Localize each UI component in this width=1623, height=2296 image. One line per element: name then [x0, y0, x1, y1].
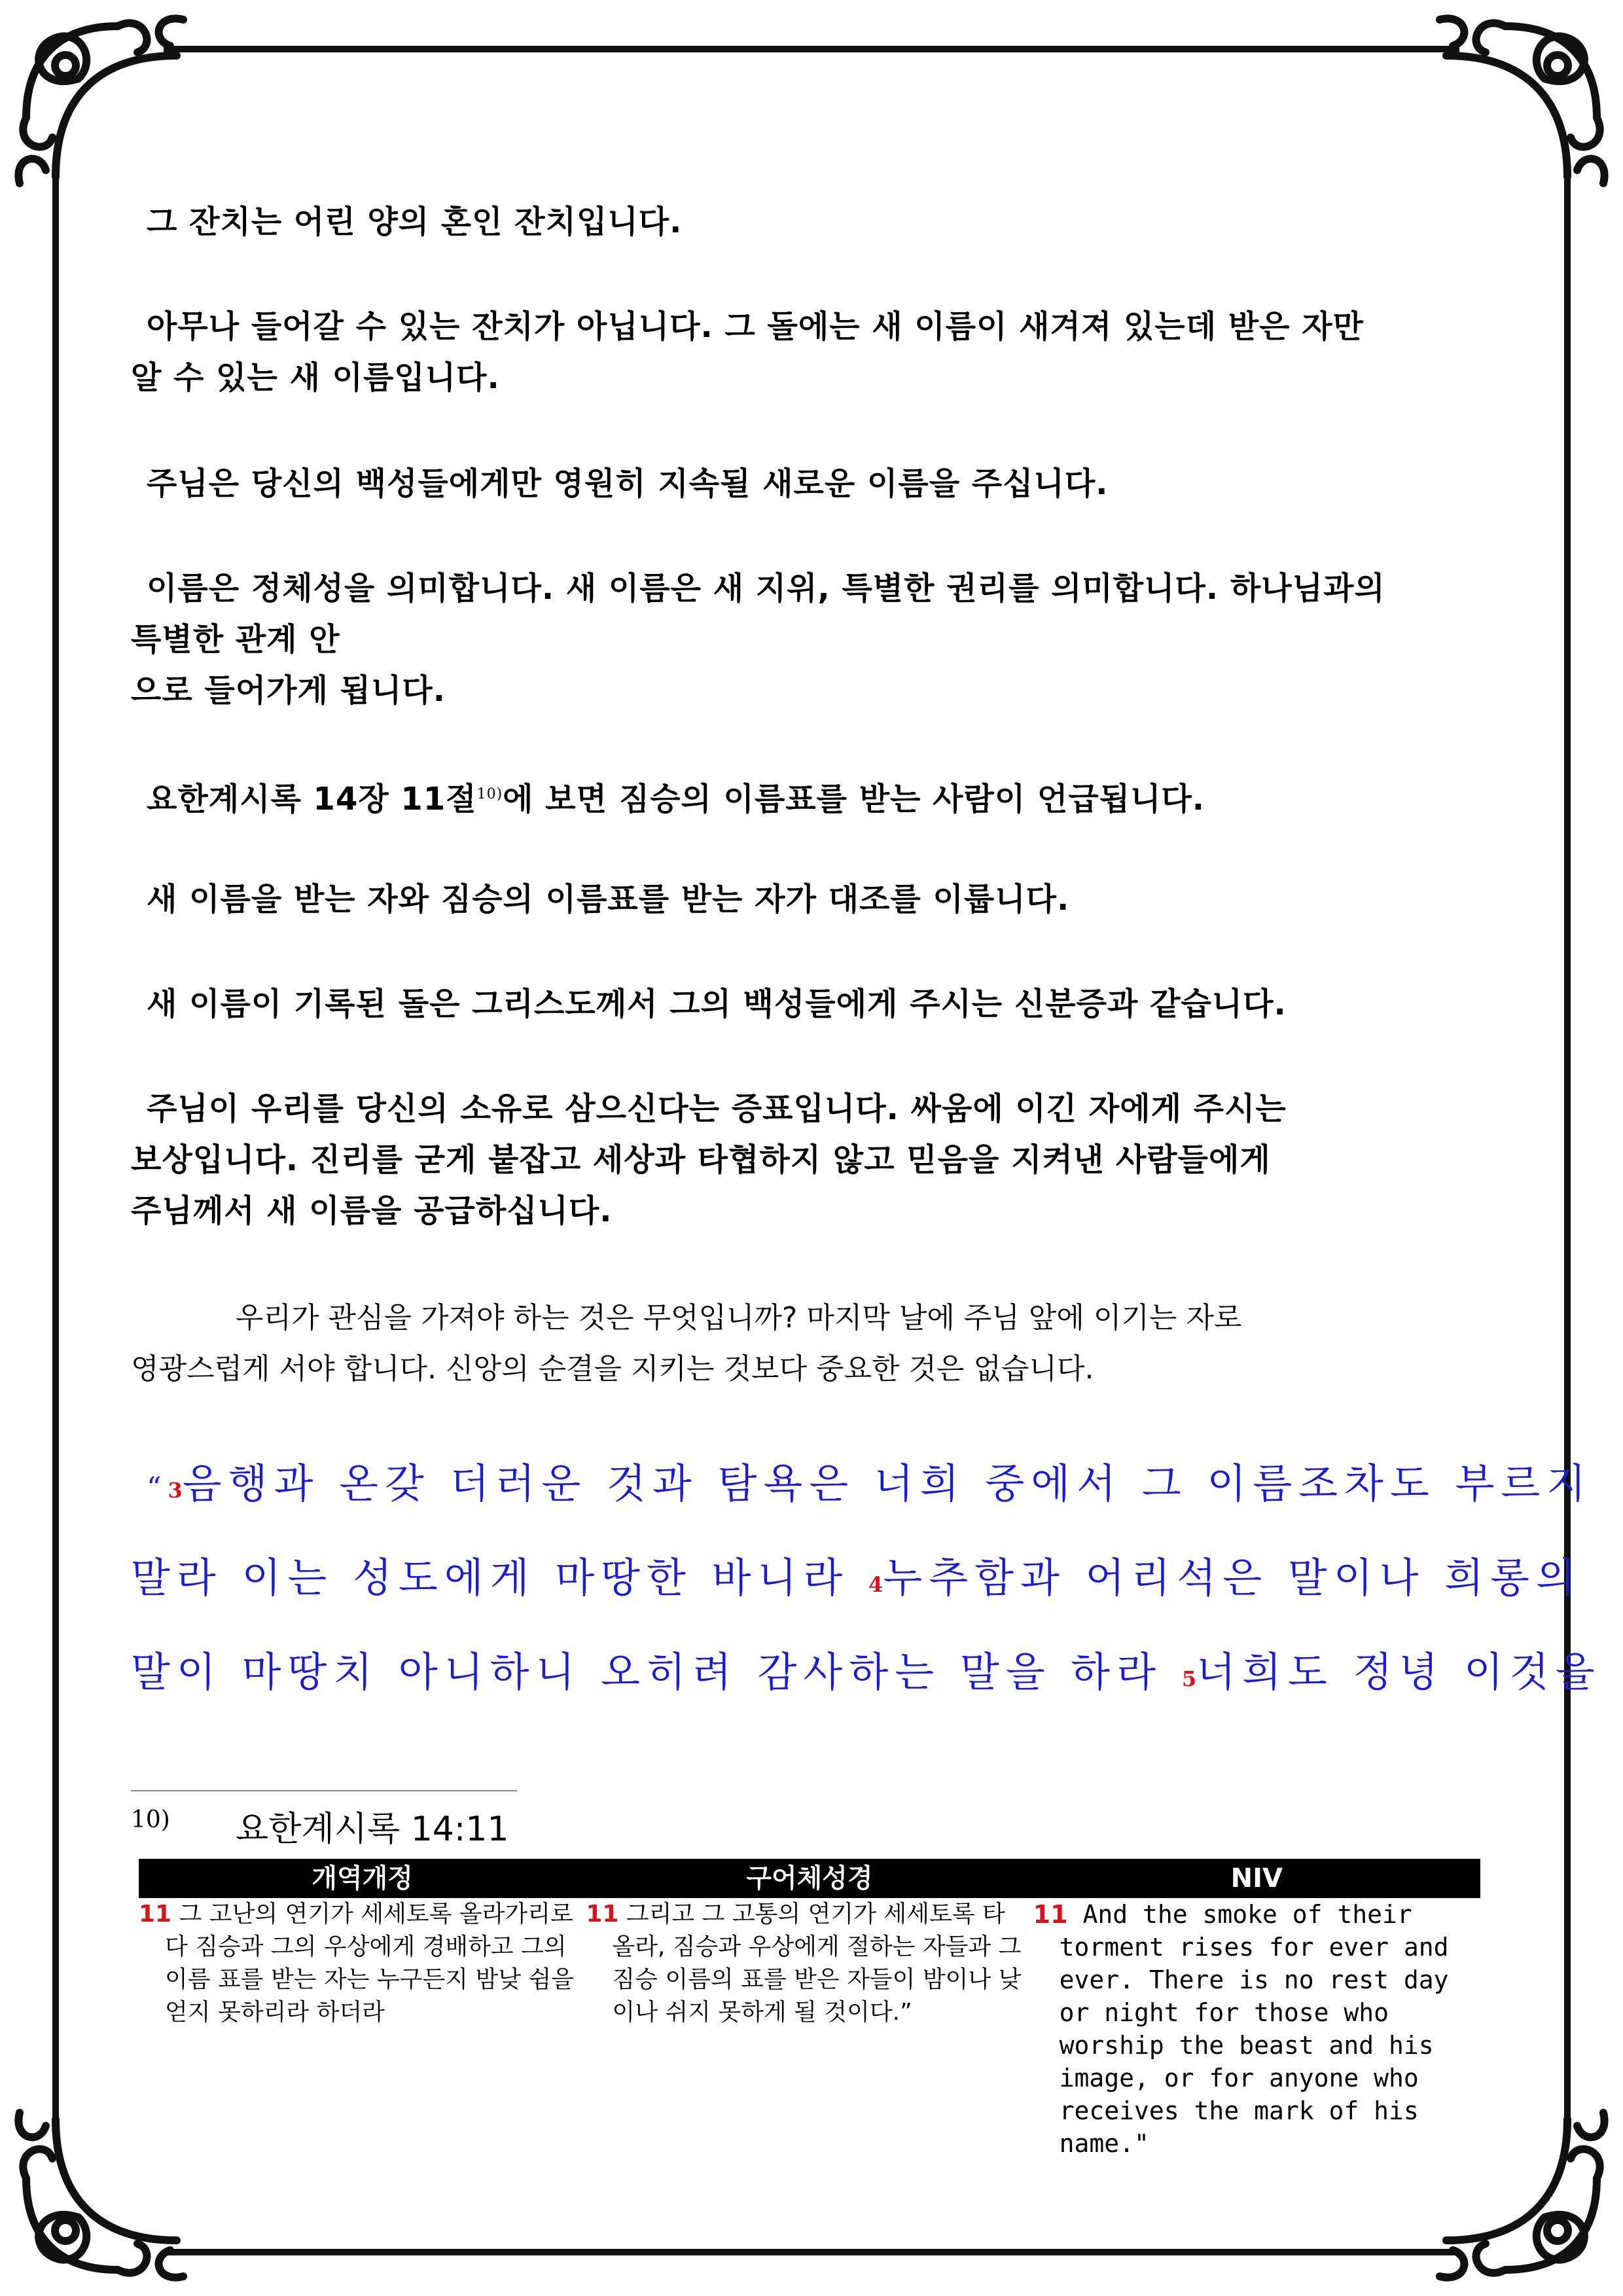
text-line: 주님이 우리를 당신의 소유로 삼으신다는 증표입니다. 싸움에 이긴 자에게 주시는 — [147, 1090, 1287, 1127]
text-line: 이름은 정체성을 의미합니다. 새 이름은 새 지위, 특별한 권리를 의미합니다. 하나님과의 — [147, 570, 1385, 607]
verse-text: 그리고 그 고통의 연기가 세세토록 타올라, 짐승과 우상에게 절하는 자들과 그 짐승 이름의 표를 받은 자들이 밤이나 낮이나 쉬지 못하게 될 것이다.” — [612, 1901, 1022, 2026]
text-line: 주님께서 새 이름을 공급하십니다. — [131, 1193, 613, 1229]
frame-right-line — [1564, 170, 1571, 2134]
footnote-separator — [131, 1790, 517, 1791]
text-line: 새 이름이 기록된 돌은 그리스도께서 그의 백성들에게 주시는 신분증과 같습니다. — [147, 986, 1287, 1022]
scripture-text: 말라 이는 성도에게 마땅한 바니라 — [131, 1554, 849, 1602]
text-line: 그 잔치는 어린 양의 혼인 잔치입니다. — [147, 204, 683, 240]
scripture-line-3 — [131, 1628, 1601, 1723]
frame-left-line — [52, 170, 59, 2134]
open-quote: “ — [147, 1471, 168, 1505]
cell-colloquial — [586, 1898, 1033, 2160]
text-line: 특별한 관계 안 — [131, 621, 340, 658]
text-fragment: 요한계시록 14장 11절 — [147, 781, 477, 817]
paragraph-wedding-feast — [131, 196, 1492, 247]
table-body-row — [139, 1898, 1480, 2160]
text-line: 보상입니다. 진리를 굳게 붙잡고 세상과 타협하지 않고 믿음을 지켜낸 사람들에게 — [131, 1141, 1271, 1178]
verse-number-3: 3 — [168, 1478, 183, 1503]
text-line: 으로 들어가게 됩니다. — [131, 672, 446, 709]
text-line: 알 수 있는 새 이름입니다. — [131, 359, 500, 396]
header-gaeyeok: 개역개정 — [312, 1863, 413, 1893]
cell-gaeyeok — [139, 1898, 586, 2160]
text-line: 아무나 들어갈 수 있는 잔치가 아닙니다. 그 돌에는 새 이름이 새겨져 있는데 받은 자만 — [147, 308, 1364, 345]
verse-number-4: 4 — [868, 1572, 883, 1597]
text-line: 우리가 관심을 가져야 하는 것은 무엇입니까? 마지막 날에 주님 앞에 이기는 자로 — [236, 1301, 1242, 1335]
scripture-quote — [131, 1440, 1601, 1723]
scripture-line-2 — [131, 1534, 1582, 1628]
corner-ornament-top-right — [1427, 0, 1623, 196]
verse-number: 11 — [139, 1901, 172, 1928]
footnote-title: 요한계시록 14:11 — [236, 1810, 509, 1849]
paragraph-concern — [131, 1293, 1492, 1395]
scripture-text: 말이 마땅치 아니하니 오히려 감사하는 말을 하라 — [131, 1648, 1163, 1696]
verse-number-5: 5 — [1181, 1666, 1197, 1691]
text-fragment: 에 보면 짐승의 이름표를 받는 사람이 언급됩니다. — [503, 781, 1205, 817]
paragraph-identity-card — [131, 978, 1492, 1030]
paragraph-reward — [131, 1083, 1492, 1236]
text-line: 영광스럽게 서야 합니다. 신앙의 순결을 지키는 것보다 중요한 것은 없습니다. — [131, 1352, 1094, 1386]
verse-number: 11 — [1033, 1900, 1068, 1929]
text-line — [131, 769, 1492, 825]
footnote-ref[interactable]: 10) — [476, 786, 503, 802]
cell-niv — [1033, 1898, 1480, 2160]
frame-top-line — [164, 46, 1459, 52]
paragraph-eternal-name — [131, 458, 1492, 509]
paragraph-revelation-reference — [131, 769, 1492, 825]
scripture-text: 누추함과 어리석은 말이나 희롱의 — [883, 1554, 1582, 1602]
text-line: 새 이름을 받는 자와 짐승의 이름표를 받는 자가 대조를 이룹니다. — [147, 881, 1070, 918]
header-niv: NIV — [1230, 1863, 1283, 1893]
paragraph-contrast — [131, 874, 1492, 925]
bible-comparison-table — [139, 1859, 1480, 2160]
text-line: 주님은 당신의 백성들에게만 영원히 지속될 새로운 이름을 주십니다. — [147, 465, 1109, 502]
corner-ornament-top-left — [0, 0, 196, 196]
footnote-number: 10) — [131, 1806, 170, 1833]
verse-text: And the smoke of their torment rises for ever and ever. There is no rest day or night for those who worship the beast and his image, or for anyone who receives the mark of his name." — [1059, 1900, 1449, 2158]
paragraph-new-name-stone — [131, 301, 1492, 403]
frame-bottom-line — [164, 2249, 1459, 2255]
verse-text: 그 고난의 연기가 세세토록 올라가리로다 짐승과 그의 우상에게 경배하고 그의 이름 표를 받는 자는 누구든지 밤낮 쉼을 얻지 못하리라 하더라 — [165, 1901, 575, 2026]
scripture-text: 음행과 온갖 더러운 것과 탐욕은 너희 중에서 그 이름조차도 부르지 — [182, 1460, 1593, 1507]
paragraph-identity — [131, 563, 1492, 716]
header-colloquial: 구어체성경 — [746, 1863, 873, 1893]
scripture-line-1 — [131, 1440, 1593, 1534]
table-header-row — [139, 1859, 1480, 1898]
scripture-text: 너희도 정녕 이것을 — [1196, 1648, 1601, 1696]
verse-number: 11 — [586, 1901, 619, 1928]
